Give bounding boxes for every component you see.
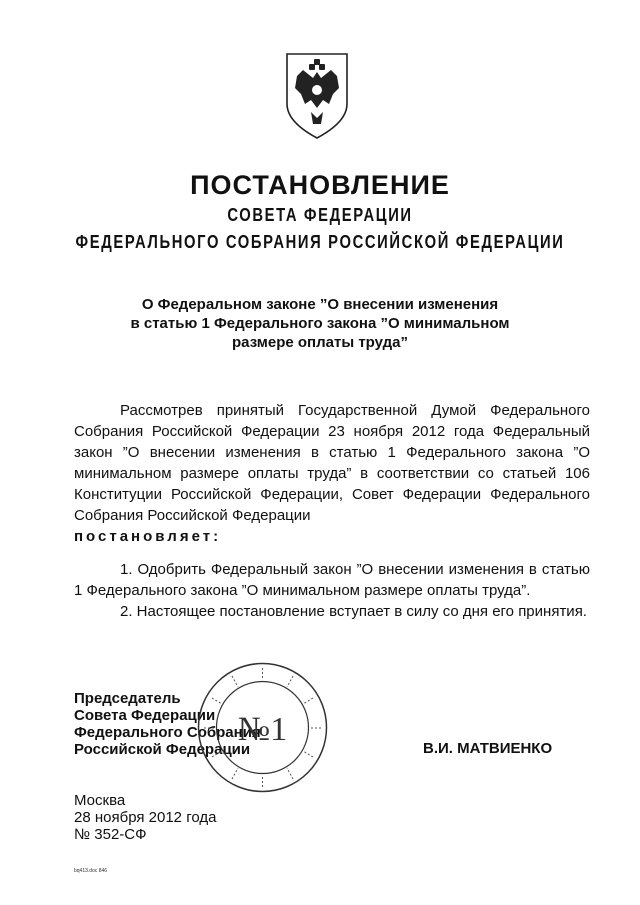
- subject-line-3: размере оплаты труда”: [232, 334, 408, 351]
- document-body: [74, 400, 590, 622]
- position-line-2: Совета Федерации: [74, 707, 216, 724]
- issue-city: Москва: [74, 792, 126, 809]
- stamp-number: №1: [237, 711, 288, 748]
- russian-coat-of-arms-emblem: [283, 52, 351, 142]
- preamble-paragraph: Рассмотрев принятый Государственной Думой Федерального Собрания Российской Федерации 23 ноября 2012 года Федеральный закон ”О внесении изменения в статью 1 Федерального закона ”О минимальном размере оплаты труда” в соответствии со статьей 106 Конституции Российской Федерации, Совет Федерации Федерального Собрания Российской Федерации: [74, 402, 590, 524]
- position-line-1: Председатель: [74, 690, 181, 707]
- position-line-4: Российской Федерации: [74, 741, 251, 758]
- subject-line-1: О Федеральном законе ”О внесении изменения: [141, 296, 499, 313]
- resolves-word: постановляет:: [74, 528, 222, 545]
- position-line-3: Федерального Собрания: [74, 724, 261, 741]
- issuer-line-2: ФЕДЕРАЛЬНОГО СОБРАНИЯ РОССИЙСКОЙ ФЕДЕРАЦИИ: [75, 232, 565, 252]
- issuer-line-1: СОВЕТА ФЕДЕРАЦИИ: [227, 205, 413, 225]
- signatory-name: В.И. МАТВИЕНКО: [423, 740, 553, 757]
- subject-line-2: в статью 1 Федерального закона ”О минимальном: [130, 315, 510, 332]
- resolution-item-1: 1. Одобрить Федеральный закон ”О внесении изменения в статью 1 Федерального закона ”О минимальном размере оплаты труда”.: [74, 561, 590, 599]
- issue-date: 28 ноября 2012 года: [74, 809, 217, 826]
- document-type-title: ПОСТАНОВЛЕНИЕ: [190, 170, 450, 200]
- document-subject: [100, 295, 540, 352]
- issue-details: [74, 792, 216, 843]
- file-code-footer: bq413.doc 846: [74, 868, 108, 874]
- official-seal-stamp: [195, 660, 330, 795]
- document-number: № 352-СФ: [74, 826, 147, 843]
- resolution-item-2: 2. Настоящее постановление вступает в силу со дня его принятия.: [120, 603, 587, 620]
